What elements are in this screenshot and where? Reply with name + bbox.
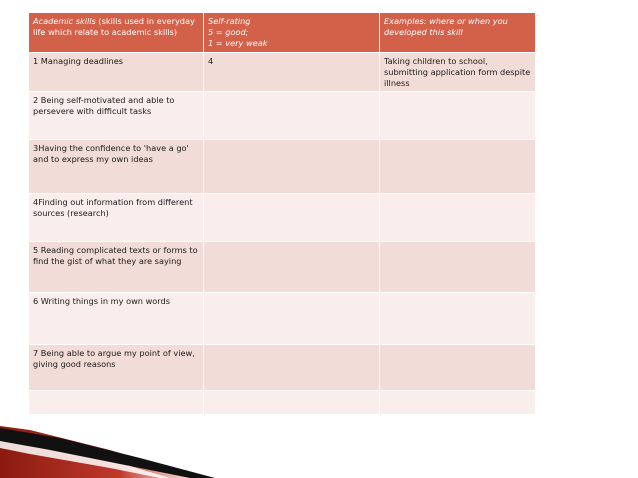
rating-cell[interactable] <box>204 140 380 194</box>
header-self-rating <box>204 13 380 53</box>
decorative-corner-swoosh <box>0 398 240 478</box>
header-academic-skills <box>29 13 204 53</box>
skill-cell <box>29 52 204 92</box>
skill-text: 7 Being able to argue my point of view, giving good reasons <box>33 348 195 370</box>
rating-cell[interactable] <box>204 52 380 92</box>
table-row <box>29 140 536 194</box>
table-row <box>29 52 536 92</box>
header-examples-text: Examples: where or when you developed this skill <box>384 16 508 38</box>
example-cell[interactable] <box>380 140 536 194</box>
example-cell[interactable] <box>380 293 536 345</box>
table-row <box>29 293 536 345</box>
example-cell[interactable] <box>380 345 536 391</box>
header-academic-skills-lead: Academic skills <box>33 16 96 26</box>
example-cell[interactable] <box>380 52 536 92</box>
skill-text: 5 Reading complicated texts or forms to find the gist of what they are saying <box>33 245 198 267</box>
example-cell[interactable] <box>380 92 536 140</box>
rating-cell[interactable] <box>204 92 380 140</box>
rating-text: 4 <box>208 55 214 66</box>
example-cell[interactable] <box>380 242 536 293</box>
header-self-rating-text: Self-rating 5 = good; 1 = very weak <box>208 16 268 49</box>
skill-cell <box>29 345 204 391</box>
example-text: Taking children to school, submitting application form despite illness <box>384 55 531 89</box>
rating-cell[interactable] <box>204 293 380 345</box>
rating-cell[interactable] <box>204 242 380 293</box>
skill-text: 1 Managing deadlines <box>33 55 124 66</box>
skill-cell <box>29 92 204 140</box>
skill-cell <box>29 194 204 242</box>
table-row <box>29 242 536 293</box>
skill-text: 6 Writing things in my own words <box>33 296 170 307</box>
academic-skills-table <box>28 12 536 415</box>
rating-cell[interactable] <box>204 345 380 391</box>
skill-text: 3Having the confidence to 'have a go' and to express my own ideas <box>33 143 189 165</box>
example-cell[interactable] <box>380 391 536 415</box>
example-cell[interactable] <box>380 194 536 242</box>
skill-cell <box>29 140 204 194</box>
table-row <box>29 194 536 242</box>
skill-text: 2 Being self-motivated and able to persevere with difficult tasks <box>33 95 175 117</box>
skill-cell <box>29 242 204 293</box>
rating-cell[interactable] <box>204 194 380 242</box>
table-row <box>29 345 536 391</box>
table-row <box>29 92 536 140</box>
header-academic-skills-rest: (skills used in everyday life which relate to academic skills) <box>33 16 195 38</box>
skill-cell <box>29 293 204 345</box>
table-header-row <box>29 13 536 53</box>
skill-text: 4Finding out information from different sources (research) <box>33 197 193 219</box>
header-examples <box>380 13 536 53</box>
